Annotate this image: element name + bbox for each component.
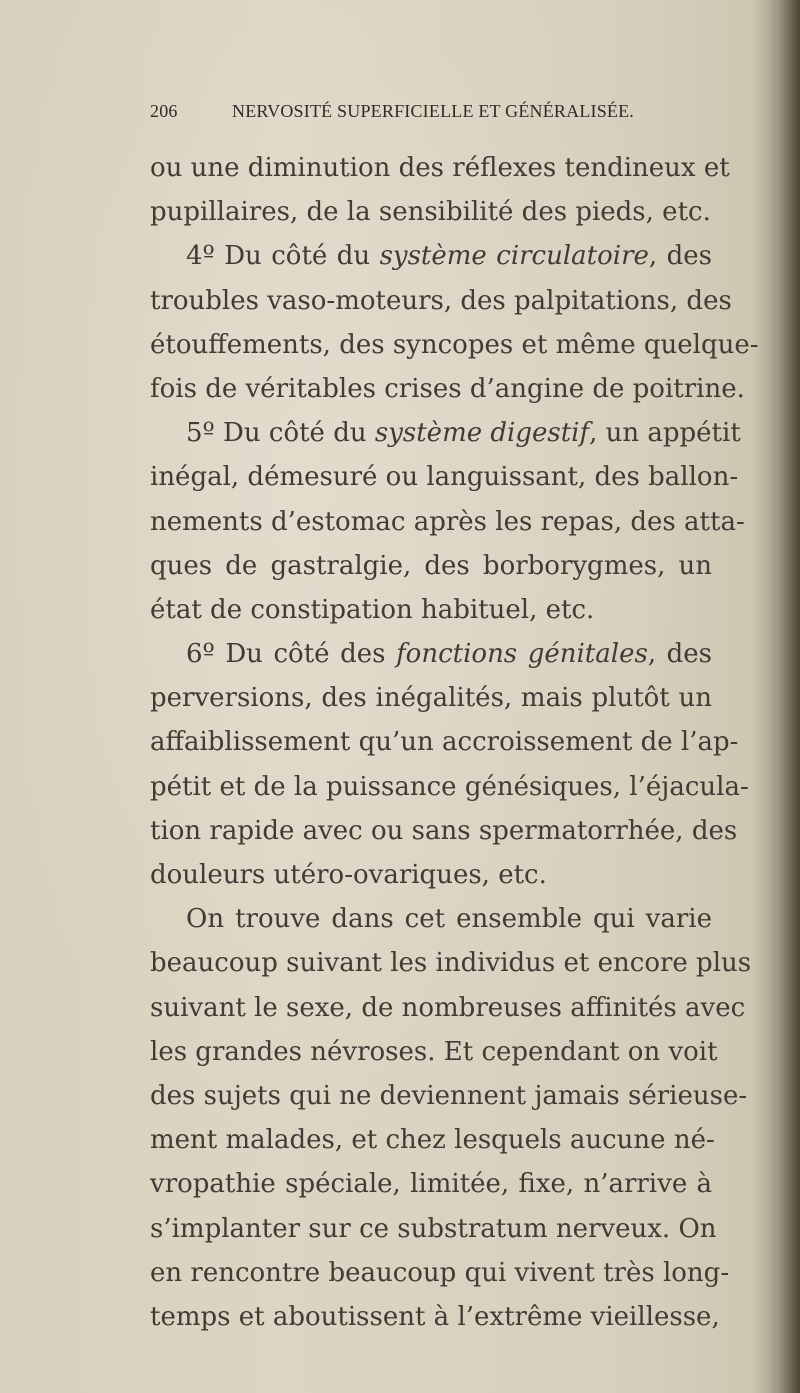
- text-run: , des: [647, 639, 713, 670]
- text-run: s’implanter sur ce substratum nerveux. On: [150, 1213, 717, 1244]
- text-run: en rencontre beaucoup qui vivent très long-: [150, 1257, 730, 1288]
- text-run: troubles vaso-moteurs, des palpitations, des: [150, 285, 732, 316]
- text-run: suivant le sexe, de nombreuses affinités avec: [150, 992, 746, 1023]
- text-run: 4º Du côté du: [186, 241, 380, 272]
- text-line: [150, 1030, 718, 1074]
- text-line: [150, 323, 759, 367]
- italic-text: fonctions génitales: [396, 639, 648, 670]
- text-run: beaucoup suivant les individus et encore plus: [150, 948, 752, 979]
- text-line: [150, 1162, 712, 1206]
- text-line: [150, 986, 746, 1030]
- text-line: [150, 544, 712, 588]
- text-line: [150, 853, 712, 897]
- text-line: [150, 1207, 717, 1251]
- text-run: tion rapide avec ou sans spermatorrhée, des: [150, 815, 738, 846]
- text-run: douleurs utéro-ovariques, etc.: [150, 860, 547, 890]
- text-line: [150, 190, 712, 234]
- text-line: [150, 1118, 715, 1162]
- text-line: [150, 146, 730, 190]
- text-line: [150, 632, 712, 676]
- text-run: ou une diminution des réflexes tendineux et: [150, 153, 730, 183]
- text-line: [150, 279, 732, 323]
- text-run: , un appétit: [589, 418, 741, 449]
- text-run: perversions, des inégalités, mais plutôt un: [150, 683, 712, 714]
- text-run: temps et aboutissent à l’extrême vieillesse,: [150, 1301, 720, 1332]
- text-line: [150, 1295, 720, 1339]
- text-line: [150, 897, 712, 941]
- text-run: les grandes névroses. Et cependant on voit: [150, 1036, 718, 1067]
- text-line: [150, 809, 738, 853]
- text-line: [150, 455, 739, 499]
- text-run: affaiblissement qu’un accroissement de l’ap-: [150, 727, 739, 758]
- text-line: [150, 676, 712, 720]
- text-line: [150, 500, 745, 544]
- text-run: ment malades, et chez lesquels aucune né-: [150, 1125, 715, 1156]
- italic-text: système circulatoire: [379, 241, 649, 272]
- text-run: pupillaires, de la sensibilité des pieds, etc.: [150, 197, 711, 228]
- text-run: des sujets qui ne deviennent jamais sérieuse-: [150, 1080, 748, 1111]
- text-line: [150, 588, 712, 632]
- text-run: nements d’estomac après les repas, des atta-: [150, 506, 745, 537]
- text-line: [150, 1251, 730, 1295]
- text-run: état de constipation habituel, etc.: [150, 594, 595, 625]
- text-run: inégal, démesuré ou languissant, des ballon-: [150, 462, 739, 493]
- text-run: On trouve dans cet ensemble qui varie: [186, 904, 712, 935]
- text-line: [150, 941, 752, 985]
- running-head: NERVOSITÉ SUPERFICIELLE ET GÉNÉRALISÉE.: [232, 101, 635, 121]
- text-run: ques de gastralgie, des borborygmes, un: [150, 550, 712, 581]
- page-number: 206: [150, 101, 178, 121]
- text-run: vropathie spéciale, limitée, fixe, n’arrive à: [150, 1169, 712, 1200]
- text-line: [150, 1074, 748, 1118]
- body-text: [150, 146, 759, 1339]
- text-line: [150, 234, 712, 278]
- text-run: 6º Du côté des: [186, 639, 397, 670]
- text-run: étouffements, des syncopes et même quelque-: [150, 329, 759, 360]
- text-line: [150, 765, 749, 809]
- text-run: 5º Du côté du: [186, 418, 375, 449]
- text-line: [150, 367, 745, 411]
- text-run: fois de véritables crises d’angine de poitrine.: [150, 373, 745, 404]
- text-line: [150, 411, 741, 455]
- text-run: pétit et de la puissance génésiques, l’éjacula-: [150, 771, 749, 802]
- italic-text: système digestif: [374, 418, 590, 449]
- text-run: , des: [648, 241, 712, 272]
- page-header: [150, 101, 640, 131]
- text-line: [150, 720, 739, 764]
- page-edge-shadow: [768, 0, 800, 1393]
